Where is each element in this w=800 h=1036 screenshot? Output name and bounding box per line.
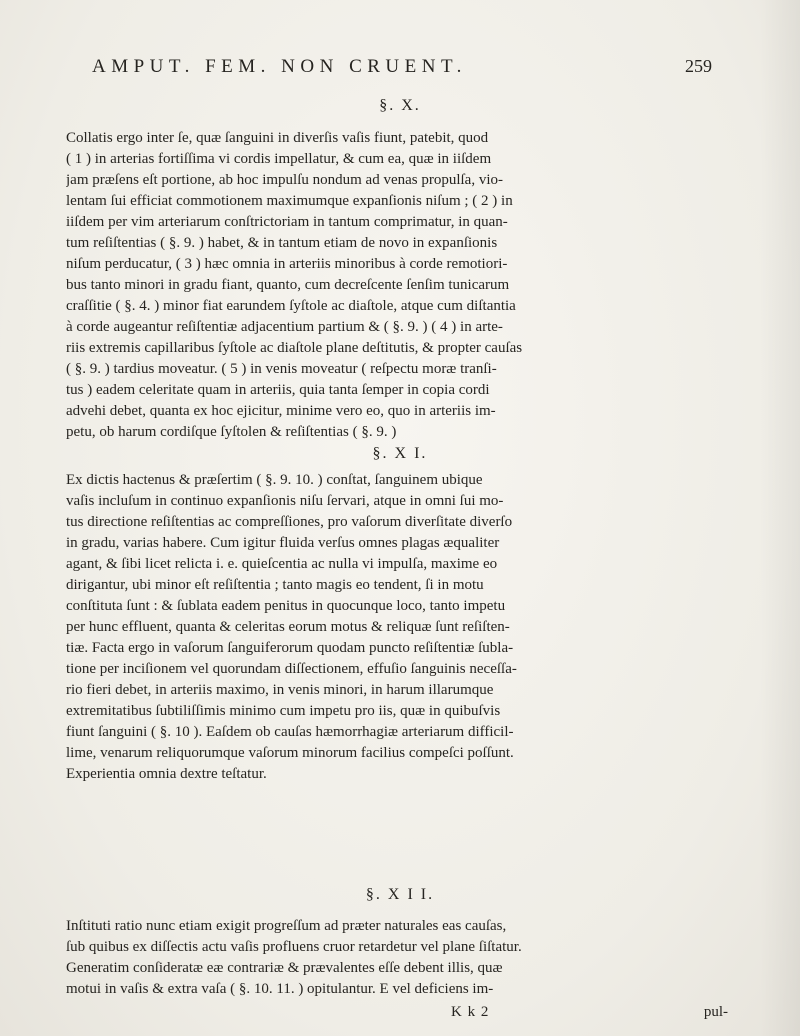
- text-line: per hunc effluent, quanta & celeritas eorum motus & reliquæ ſunt reſiſten-: [66, 619, 510, 635]
- text-line: petu, ob harum cordiſque ſyſtolen & reſiſtentias ( §. 9. ): [66, 424, 397, 440]
- text-line: jam præſens eſt portione, ab hoc impulſu nondum ad venas propulſa, vio-: [66, 172, 503, 188]
- running-title: AMPUT. FEM. NON CRUENT.: [92, 56, 467, 77]
- text-line: tus ) eadem celeritate quam in arteriis, quia tanta ſemper in copia cordi: [66, 382, 490, 398]
- text-line: tiæ. Facta ergo in vaſorum ſanguiferorum quodam puncto reſiſtentiæ ſubla-: [66, 640, 514, 656]
- section-heading-xii: §. X I I.: [365, 886, 435, 903]
- text-line: tum reſiſtentias ( §. 9. ) habet, & in tantum etiam de novo in expanſionis: [66, 235, 498, 251]
- page-number: 259: [685, 56, 712, 76]
- text-line: in gradu, varias habere. Cum igitur fluida verſus omnes plagas æqualiter: [66, 535, 500, 551]
- signature-mark: K k 2: [451, 1004, 490, 1020]
- text-line: Collatis ergo inter ſe, quæ ſanguini in diverſis vaſis fiunt, patebit, quod: [66, 130, 489, 146]
- running-head: [92, 56, 712, 82]
- catchword: pul-: [703, 1004, 728, 1020]
- text-line: niſum perducatur, ( 3 ) hæc omnia in arteriis minoribus à corde remotiori-: [66, 256, 508, 272]
- text-line: Inſtituti ratio nunc etiam exigit progreſſum ad præter naturales eas cauſas,: [66, 918, 507, 934]
- text-line: motui in vaſis & extra vaſa ( §. 10. 11. ) opitulantur. E vel deficiens im-: [66, 981, 494, 997]
- text-line: dirigantur, ubi minor eſt reſiſtentia ; tanto magis eo tendent, ſi in motu: [66, 577, 484, 593]
- text-line: ſub quibus ex diſſectis actu vaſis profluens cruor retardetur vel plane ſiſtatur.: [66, 939, 522, 955]
- text-line: conſtituta ſunt : & ſublata eadem penitus in quocunque loco, tanto impetu: [66, 598, 506, 614]
- section-x-paragraph: [66, 128, 728, 443]
- text-line: riis extremis capillaribus ſyſtole ac diaſtole plane deſtitutis, & propter cauſas: [66, 340, 523, 356]
- section-heading-xi: §. X I.: [372, 445, 428, 462]
- text-line: tione per inciſionem vel quorundam diſſectionem, effuſio ſanguinis neceſſa-: [66, 661, 517, 677]
- section-heading-x: §. X.: [379, 97, 421, 114]
- text-line: Experientia omnia dextre teſtatur.: [66, 766, 267, 782]
- text-line: tus directione reſiſtentias ac compreſſiones, pro vaſorum diverſitate diverſo: [66, 514, 513, 530]
- text-line: advehi debet, quanta ex hoc ejicitur, minime vero eo, quo in arteriis im-: [66, 403, 496, 419]
- text-line: craſſitie ( §. 4. ) minor fiat earundem ſyſtole ac diaſtole, atque cum diſtantia: [66, 298, 516, 314]
- text-line: agant, & ſibi licet relicta i. e. quieſcentia ac nulla vi impulſa, maxime eo: [66, 556, 498, 572]
- text-line: fiunt ſanguini ( §. 10 ). Eaſdem ob cauſas hæmorrhagiæ arteriarum difficil-: [66, 724, 514, 740]
- section-xii-paragraph: [66, 916, 728, 1000]
- text-line: iiſdem per vim arteriarum conſtrictoriam in tantum comprimatur, in quan-: [66, 214, 508, 230]
- page-fold-shadow: [760, 0, 800, 1036]
- text-line: à corde augeantur reſiſtentiæ adjacentium partium & ( §. 9. ) ( 4 ) in arte-: [66, 319, 503, 335]
- text-line: lentam ſui efficiat commotionem maximumque expanſionis niſum ; ( 2 ) in: [66, 193, 513, 209]
- text-line: Generatim conſideratæ eæ contrariæ & prævalentes eſſe debent illis, quæ: [66, 960, 503, 976]
- text-line: ( 1 ) in arterias fortiſſima vi cordis impellatur, & cum ea, quæ in iiſdem: [66, 151, 492, 167]
- text-line: bus tanto minori in gradu fiant, quanto, cum decreſcente ſenſim tunicarum: [66, 277, 510, 293]
- text-line: extremitatibus ſubtiliſſimis minimo cum impetu pro iis, quæ in quibuſvis: [66, 703, 501, 719]
- text-line: Ex dictis hactenus & præſertim ( §. 9. 10. ) conſtat, ſanguinem ubique: [66, 472, 483, 488]
- text-line: rio fieri debet, in arteriis maximo, in venis minori, in harum illarumque: [66, 682, 494, 698]
- text-line: ( §. 9. ) tardius moveatur. ( 5 ) in venis moveatur ( reſpectu moræ tranſi-: [66, 361, 497, 377]
- text-line: vaſis incluſum in continuo expanſionis niſu ſervari, atque in omni ſui mo-: [66, 493, 504, 509]
- text-line: lime, venarum reliquorumque vaſorum minorum facilius compeſci poſſunt.: [66, 745, 514, 761]
- page-footer: [66, 1004, 728, 1025]
- section-xi-paragraph: [66, 470, 728, 785]
